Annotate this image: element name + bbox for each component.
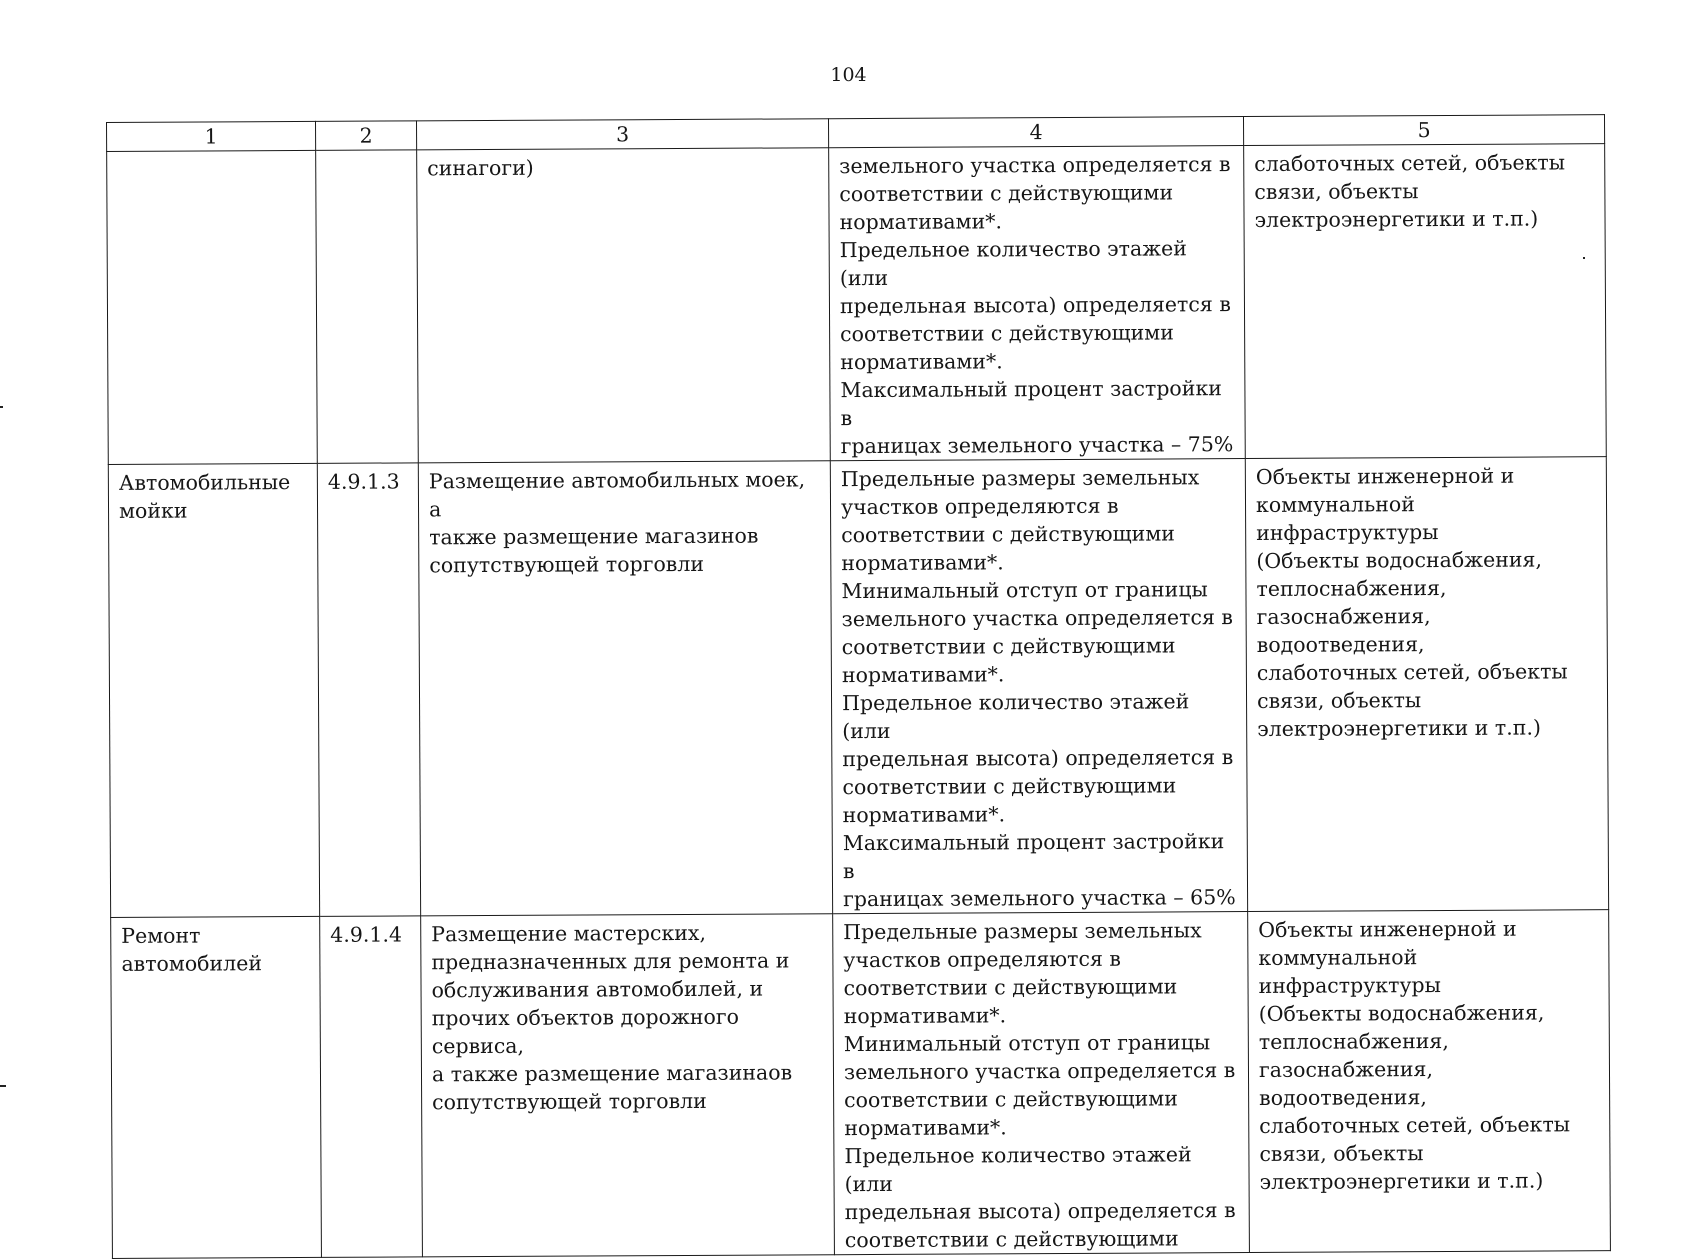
column-header-1: 1	[107, 121, 316, 151]
scan-dot	[1583, 257, 1585, 259]
column-header-2: 2	[315, 121, 416, 151]
column-header-5: 5	[1243, 115, 1604, 146]
column-header-4: 4	[828, 117, 1243, 148]
cell-auxiliary-uses: Объекты инженерной и коммунальной инфраструктуры (Объекты водоснабжения, теплоснабжения, газоснабжения, водоотведения, слаботочных сетей, объекты связи, объекты электроэнергетики и т.п.)	[1245, 457, 1608, 912]
table-row	[107, 144, 1607, 465]
cell-use-code	[316, 150, 419, 464]
cell-use-description: Размещение мастерских, предназначенных для ремонта и обслуживания автомобилей, и прочих объектов дорожного сервиса, а также размещение магазинаов сопутствующей торговли	[421, 914, 835, 1257]
cell-use-name: Ремонт автомобилей	[111, 916, 322, 1258]
land-use-table	[106, 114, 1611, 1259]
cell-parameters: Предельные размеры земельных участков определяются в соответствии с действующими нормативами*. Минимальный отступ от границы земельного участка определяется в соответствии с действующими нормативами*. Предельное количество этажей (или предельная высота) определяется в соответствии с действующими нормативами*. Максимальный процент застройки в границах земельного участка – 65%	[830, 459, 1247, 914]
column-header-3: 3	[416, 119, 828, 150]
cell-use-name: Автомобильные мойки	[108, 463, 319, 917]
cell-parameters: земельного участка определяется в соответствии с действующими нормативами*. Предельное количество этажей (или предельная высота) определяется в соответствии с действующими нормативами*. Максимальный процент застройки в границах земельного участка – 75%	[829, 146, 1246, 461]
scan-mark-left	[0, 406, 3, 408]
cell-use-name	[107, 150, 318, 464]
cell-use-code: 4.9.1.3	[317, 463, 420, 917]
table-row	[111, 910, 1611, 1259]
cell-use-description: Размещение автомобильных моек, а также размещение магазинов сопутствующей торговли	[418, 461, 832, 916]
page-number: 104	[830, 64, 867, 86]
scan-mark-left-bottom	[0, 1085, 6, 1087]
cell-use-code: 4.9.1.4	[320, 916, 423, 1258]
cell-auxiliary-uses: слаботочных сетей, объекты связи, объекты электроэнергетики и т.п.)	[1244, 144, 1607, 459]
cell-auxiliary-uses: Объекты инженерной и коммунальной инфраструктуры (Объекты водоснабжения, теплоснабжения, газоснабжения, водоотведения, слаботочных сетей, объекты связи, объекты электроэнергетики и т.п.)	[1248, 910, 1611, 1253]
land-use-table-wrapper	[106, 114, 1610, 1259]
cell-parameters: Предельные размеры земельных участков определяются в соответствии с действующими нормативами*. Минимальный отступ от границы земельного участка определяется в соответствии с действующими нормативами*. Предельное количество этажей (или предельная высота) определяется в соответствии с действующими	[833, 912, 1250, 1255]
cell-use-description: синагоги)	[417, 148, 831, 463]
table-row	[108, 457, 1608, 918]
